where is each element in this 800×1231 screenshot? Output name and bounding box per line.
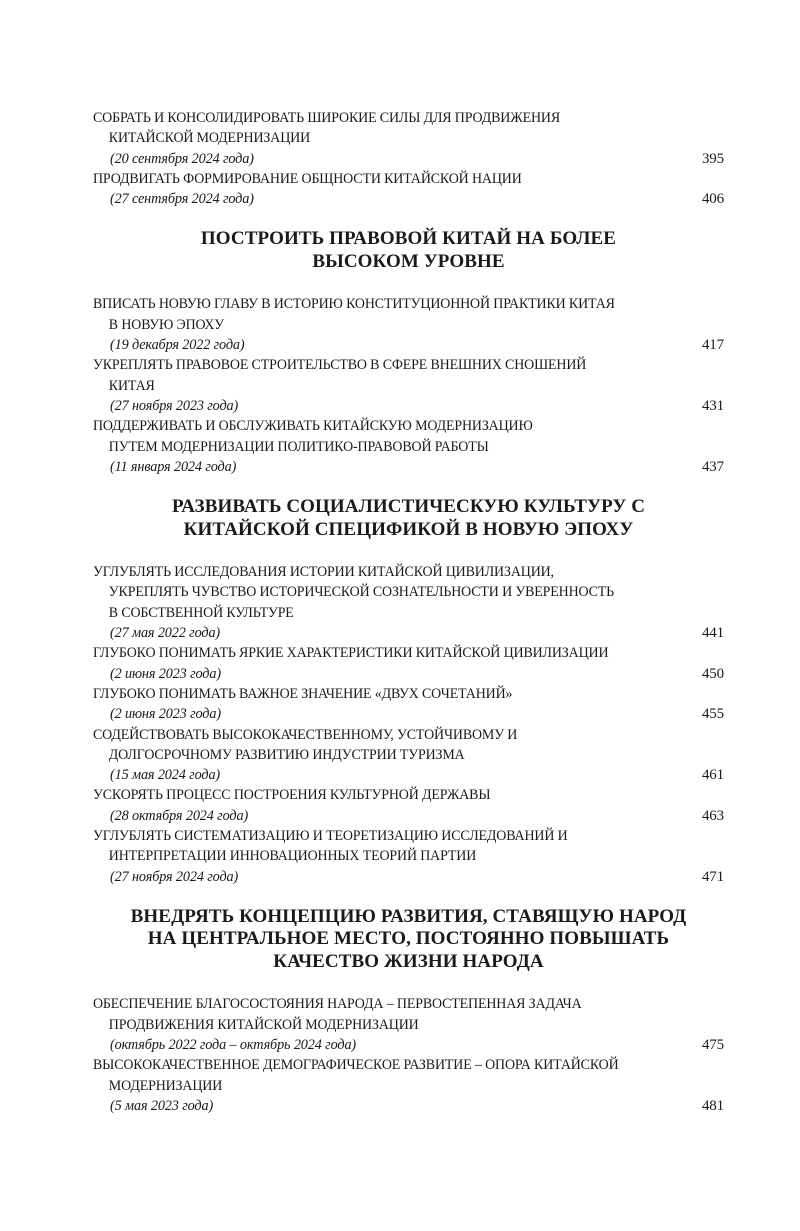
- toc-entry[interactable]: [93, 1055, 724, 1116]
- entry-title-line: КИТАЯ: [108, 377, 155, 394]
- toc-entry[interactable]: [93, 725, 724, 786]
- entry-page-number: 437: [701, 458, 724, 475]
- entry-date: (октябрь 2022 года – октябрь 2024 года): [110, 1037, 357, 1053]
- toc-entry[interactable]: [93, 785, 724, 826]
- entry-title-line: ПУТЕМ МОДЕРНИЗАЦИИ ПОЛИТИКО-ПРАВОВОЙ РАБОТЫ: [108, 438, 489, 455]
- section-heading-line: ПОСТРОИТЬ ПРАВОВОЙ КИТАЙ НА БОЛЕЕ: [200, 228, 617, 250]
- toc-entry[interactable]: [93, 294, 724, 355]
- toc-entry[interactable]: [93, 562, 724, 643]
- entry-page-number: 406: [701, 191, 724, 208]
- section-heading-line: ВЫСОКОМ УРОВНЕ: [312, 250, 505, 272]
- toc-entry[interactable]: [93, 994, 724, 1055]
- entry-title-line: ВПИСАТЬ НОВУЮ ГЛАВУ В ИСТОРИЮ КОНСТИТУЦИОННОЙ ПРАКТИКИ КИТАЯ: [93, 296, 615, 313]
- entry-date: (20 сентября 2024 года): [110, 150, 254, 167]
- entry-date: (27 ноября 2024 года): [110, 868, 239, 885]
- entry-title-line: ГЛУБОКО ПОНИМАТЬ ЯРКИЕ ХАРАКТЕРИСТИКИ КИТАЙСКОЙ ЦИВИЛИЗАЦИИ: [93, 645, 609, 662]
- entry-title-line: КИТАЙСКОЙ МОДЕРНИЗАЦИИ: [108, 130, 311, 147]
- entry-date: (11 января 2024 года): [110, 458, 237, 475]
- entry-page-number: 471: [701, 868, 724, 885]
- entry-title-line: ГЛУБОКО ПОНИМАТЬ ВАЖНОЕ ЗНАЧЕНИЕ «ДВУХ СОЧЕТАНИЙ»: [93, 685, 513, 702]
- entry-title-line: ИНТЕРПРЕТАЦИИ ИННОВАЦИОННЫХ ТЕОРИЙ ПАРТИИ: [108, 848, 477, 865]
- section-heading: [93, 496, 724, 541]
- entry-date-row: [93, 335, 724, 355]
- toc-entry[interactable]: [93, 108, 724, 169]
- entry-date-row: [93, 189, 724, 209]
- entry-page-number: 475: [701, 1037, 724, 1053]
- entry-page-number: 417: [701, 337, 724, 354]
- entry-title-line: УГЛУБЛЯТЬ СИСТЕМАТИЗАЦИЮ И ТЕОРЕТИЗАЦИЮ ИССЛЕДОВАНИЙ И: [93, 828, 568, 845]
- entry-title-line: ВЫСОКОКАЧЕСТВЕННОЕ ДЕМОГРАФИЧЕСКОЕ РАЗВИТИЕ – ОПОРА КИТАЙСКОЙ: [93, 1057, 619, 1074]
- entry-date-row: [93, 806, 724, 826]
- entry-date-row: [93, 396, 724, 416]
- section-heading-line: ВНЕДРЯТЬ КОНЦЕПЦИЮ РАЗВИТИЯ, СТАВЯЩУЮ НАРОД: [130, 905, 687, 927]
- entry-page-number: 431: [701, 397, 724, 414]
- section-heading-line: КИТАЙСКОЙ СПЕЦИФИКОЙ В НОВУЮ ЭПОХУ: [183, 518, 634, 540]
- entry-title-line: В НОВУЮ ЭПОХУ: [108, 316, 225, 333]
- toc-entry[interactable]: [93, 416, 724, 477]
- entry-title-line: УКРЕПЛЯТЬ ЧУВСТВО ИСТОРИЧЕСКОЙ СОЗНАТЕЛЬНОСТИ И УВЕРЕННОСТЬ: [108, 584, 615, 601]
- entry-page-number: 461: [701, 767, 724, 784]
- entry-date-row: [93, 457, 724, 477]
- entry-date: (27 ноября 2023 года): [110, 397, 239, 414]
- entry-page-number: 455: [701, 706, 724, 723]
- section-heading: [93, 228, 724, 273]
- entry-date-row: [93, 1035, 724, 1055]
- entry-date-row: [93, 664, 724, 684]
- entry-page-number: 395: [701, 150, 724, 167]
- section-heading-line: РАЗВИВАТЬ СОЦИАЛИСТИЧЕСКУЮ КУЛЬТУРУ С: [171, 496, 646, 518]
- table-of-contents: [93, 108, 724, 1116]
- entry-page-number: 463: [701, 807, 724, 824]
- entry-date: (27 сентября 2024 года): [110, 191, 254, 208]
- entry-date-row: [93, 765, 724, 785]
- entry-date-row: [93, 704, 724, 724]
- entry-date: (5 мая 2023 года): [110, 1097, 214, 1114]
- entry-title-line: СОБРАТЬ И КОНСОЛИДИРОВАТЬ ШИРОКИЕ СИЛЫ ДЛЯ ПРОДВИЖЕНИЯ: [93, 110, 561, 126]
- entry-page-number: 481: [701, 1097, 724, 1114]
- entry-date-row: [93, 1096, 724, 1116]
- entry-title-line: УГЛУБЛЯТЬ ИССЛЕДОВАНИЯ ИСТОРИИ КИТАЙСКОЙ ЦИВИЛИЗАЦИИ,: [93, 564, 554, 581]
- entry-date: (19 декабря 2022 года): [110, 337, 245, 354]
- entry-date-row: [93, 867, 724, 887]
- entry-date: (15 мая 2024 года): [110, 767, 221, 784]
- section-heading: [93, 906, 724, 974]
- entry-date: (27 мая 2022 года): [110, 625, 221, 642]
- toc-entry[interactable]: [93, 826, 724, 887]
- toc-entry[interactable]: [93, 684, 724, 725]
- entry-title-line: МОДЕРНИЗАЦИИ: [108, 1077, 223, 1094]
- entry-title-line: ОБЕСПЕЧЕНИЕ БЛАГОСОСТОЯНИЯ НАРОДА – ПЕРВОСТЕПЕННАЯ ЗАДАЧА: [93, 996, 582, 1013]
- entry-page-number: 441: [701, 625, 724, 642]
- entry-page-number: 450: [701, 665, 724, 682]
- section-heading-line: НА ЦЕНТРАЛЬНОЕ МЕСТО, ПОСТОЯННО ПОВЫШАТЬ: [147, 928, 670, 950]
- entry-title-line: УКРЕПЛЯТЬ ПРАВОВОЕ СТРОИТЕЛЬСТВО В СФЕРЕ ВНЕШНИХ СНОШЕНИЙ: [93, 357, 587, 374]
- entry-title-line: УСКОРЯТЬ ПРОЦЕСС ПОСТРОЕНИЯ КУЛЬТУРНОЙ ДЕРЖАВЫ: [93, 787, 491, 804]
- entry-title-line: В СОБСТВЕННОЙ КУЛЬТУРЕ: [108, 604, 294, 621]
- entry-title-line: ПРОДВИЖЕНИЯ КИТАЙСКОЙ МОДЕРНИЗАЦИИ: [108, 1016, 419, 1033]
- entry-title-line: ДОЛГОСРОЧНОМУ РАЗВИТИЮ ИНДУСТРИИ ТУРИЗМА: [108, 746, 465, 763]
- toc-entry[interactable]: [93, 169, 724, 210]
- entry-title-line: ПРОДВИГАТЬ ФОРМИРОВАНИЕ ОБЩНОСТИ КИТАЙСКОЙ НАЦИИ: [93, 170, 522, 187]
- section-heading-line: КАЧЕСТВО ЖИЗНИ НАРОДА: [273, 950, 544, 972]
- entry-date: (2 июня 2023 года): [110, 706, 221, 723]
- entry-date-row: [93, 623, 724, 643]
- toc-entry[interactable]: [93, 355, 724, 416]
- toc-entry[interactable]: [93, 643, 724, 684]
- entry-title-line: СОДЕЙСТВОВАТЬ ВЫСОКОКАЧЕСТВЕННОМУ, УСТОЙЧИВОМУ И: [93, 726, 518, 743]
- entry-date: (2 июня 2023 года): [110, 665, 221, 682]
- entry-date-row: [93, 149, 724, 169]
- entry-title-line: ПОДДЕРЖИВАТЬ И ОБСЛУЖИВАТЬ КИТАЙСКУЮ МОДЕРНИЗАЦИЮ: [93, 418, 533, 435]
- entry-date: (28 октября 2024 года): [110, 807, 249, 824]
